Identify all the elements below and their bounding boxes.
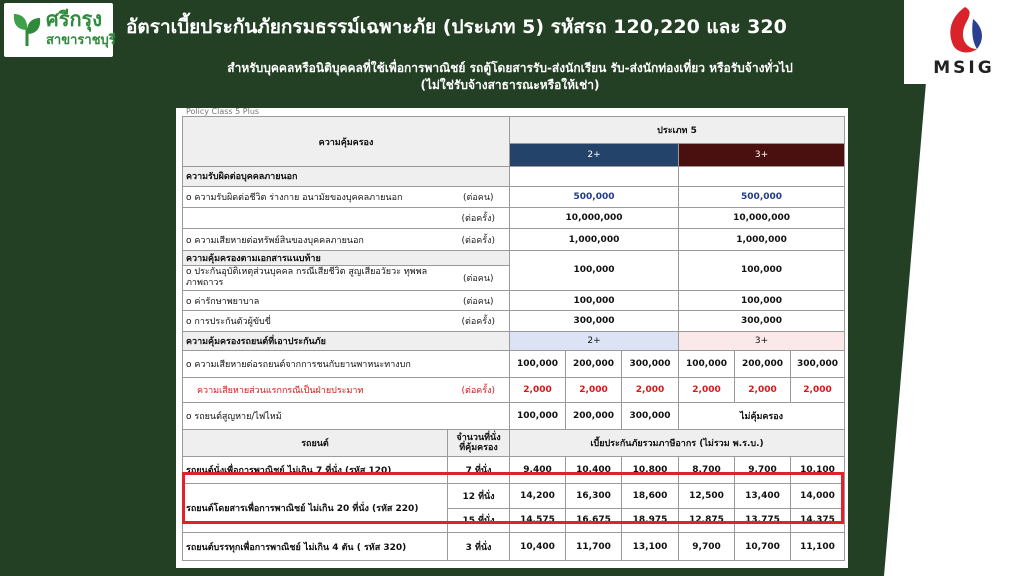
property-3plus: 1,000,000 [679, 229, 845, 250]
premium-220-12-2plus-300k: 18,600 [622, 484, 679, 509]
collision-2plus-300k: 300,000 [622, 351, 679, 378]
msig-wordmark: MSIG [933, 58, 995, 78]
deductible-3plus-3: 2,000 [791, 377, 845, 403]
collision-3plus-200k: 200,000 [735, 351, 791, 378]
medical-unit: (ต่อคน) [448, 290, 510, 310]
deductible-2plus-2: 2,000 [566, 377, 622, 403]
life-per-time-2plus: 10,000,000 [510, 208, 679, 229]
subtitle-line-2: (ไม่ใช่รับจ้างสาธารณะหรือให้เช่า) [420, 78, 600, 92]
deductible-3plus-2: 2,000 [735, 377, 791, 403]
vehicle-120-seats: 7 ที่นั่ง [448, 456, 510, 484]
collision-3plus-300k: 300,000 [791, 351, 845, 378]
third-party-section-title: ความรับผิดต่อบุคคลภายนอก [183, 167, 510, 186]
bail-label: o การประกันตัวผู้ขับขี่ [183, 311, 448, 331]
pa-label-line-1: o ประกันอุบัติเหตุส่วนบุคคล กรณีเสียชีวิต สูญเสียอวัยวะ ทุพพล [186, 267, 428, 278]
premium-220-15-3plus-300k: 14,375 [791, 508, 845, 533]
life-per-person-3plus: 500,000 [679, 186, 845, 207]
own-damage-section-title: ความคุ้มครองรถยนต์ที่เอาประกันภัย [183, 331, 510, 350]
msig-logo [904, 0, 1024, 84]
own-damage-3plus-header: 3+ [679, 331, 845, 350]
premium-320-3plus-100k: 9,700 [679, 533, 735, 561]
life-per-time-3plus: 10,000,000 [679, 208, 845, 229]
premium-220-15-2plus-300k: 18,975 [622, 508, 679, 533]
attachment-section-title: ความคุ้มครองตามเอกสารแนบท้าย [183, 250, 510, 265]
property-2plus: 1,000,000 [510, 229, 679, 250]
vehicle-320-seats: 3 ที่นั่ง [448, 533, 510, 561]
premium-120-2plus-100k: 9,400 [510, 456, 566, 484]
life-liability-label: o ความรับผิดต่อชีวิต ร่างกาย อนามัยของบุคคลภายนอก [183, 186, 448, 207]
premium-120-2plus-300k: 10,800 [622, 456, 679, 484]
property-damage-label: o ความเสียหายต่อทรัพย์สินของบุคคลภายนอก [183, 229, 448, 250]
theft-2plus-2: 200,000 [566, 403, 622, 430]
theft-2plus-1: 100,000 [510, 403, 566, 430]
seats-header-line-2: ที่คุ้มครอง [459, 442, 498, 453]
vehicle-header: รถยนต์ [183, 429, 448, 456]
collision-3plus-100k: 100,000 [679, 351, 735, 378]
premium-220-15-3plus-100k: 12,875 [679, 508, 735, 533]
pa-2plus: 100,000 [510, 250, 679, 290]
deductible-2plus-1: 2,000 [510, 377, 566, 403]
life-per-time-spacer [183, 208, 448, 229]
premium-220-15-2plus-100k: 14,575 [510, 508, 566, 533]
subtitle-line-1: สำหรับบุคคลหรือนิติบุคคลที่ใช้เพื่อการพาณิชย์ รถตู้โดยสารรับ-ส่งนักเรียน รับ-ส่งนักท่องเที่ยว หรือรับจ้างทั่วไป [227, 61, 793, 75]
collision-2plus-100k: 100,000 [510, 351, 566, 378]
type-header: ประเภท 5 [510, 117, 845, 144]
premium-220-15-3plus-200k: 13,775 [735, 508, 791, 533]
plan-3plus-header: 3+ [679, 143, 845, 167]
seats-header-line-1: จำนวนที่นั่ง [456, 432, 501, 443]
premium-220-12-3plus-100k: 12,500 [679, 484, 735, 509]
pa-3plus: 100,000 [679, 250, 845, 290]
premium-120-3plus-300k: 10,100 [791, 456, 845, 484]
msig-mark-icon [943, 5, 987, 55]
own-damage-2plus-header: 2+ [510, 331, 679, 350]
life-per-person-2plus: 500,000 [510, 186, 679, 207]
premium-320-2plus-200k: 11,700 [566, 533, 622, 561]
premium-320-2plus-100k: 10,400 [510, 533, 566, 561]
vehicle-220-label: รถยนต์โดยสารเพื่อการพาณิชย์ ไม่เกิน 20 ที่นั่ง (รหัส 220) [183, 484, 448, 533]
premium-220-12-2plus-200k: 16,300 [566, 484, 622, 509]
premium-120-3plus-200k: 9,700 [735, 456, 791, 484]
pa-label-line-2: ภาพถาวร [186, 278, 224, 289]
premium-220-12-3plus-300k: 14,000 [791, 484, 845, 509]
deductible-2plus-3: 2,000 [622, 377, 679, 403]
property-per-time-unit: (ต่อครั้ง) [448, 229, 510, 250]
premium-220-12-3plus-200k: 13,400 [735, 484, 791, 509]
deductible-unit: (ต่อครั้ง) [448, 377, 510, 403]
theft-label: o รถยนต์สูญหาย/ไฟไหม้ [183, 403, 510, 430]
cropped-table-caption: Policy Class 5 Plus [186, 107, 260, 116]
medical-label: o ค่ารักษาพยาบาล [183, 290, 448, 310]
medical-2plus: 100,000 [510, 290, 679, 310]
bail-2plus: 300,000 [510, 311, 679, 331]
premium-320-3plus-200k: 10,700 [735, 533, 791, 561]
bail-3plus: 300,000 [679, 311, 845, 331]
vehicle-220-seats-12: 12 ที่นั่ง [448, 484, 510, 509]
third-party-spacer-a [510, 167, 679, 186]
logo-brand-name: ศรีกรุง [46, 7, 103, 31]
collision-label: o ความเสียหายต่อรถยนต์จากการชนกับยานพาหนะทางบก [183, 351, 510, 378]
vehicle-120-label: รถยนต์นั่งเพื่อการพาณิชย์ ไม่เกิน 7 ที่นั่ง (รหัส 120) [183, 456, 448, 484]
rate-table-image [176, 108, 848, 568]
plan-2plus-header: 2+ [510, 143, 679, 167]
life-per-time-unit: (ต่อครั้ง) [448, 208, 510, 229]
collision-2plus-200k: 200,000 [566, 351, 622, 378]
medical-3plus: 100,000 [679, 290, 845, 310]
life-per-person-unit: (ต่อคน) [448, 186, 510, 207]
premium-220-12-2plus-100k: 14,200 [510, 484, 566, 509]
premium-120-2plus-200k: 10,400 [566, 456, 622, 484]
premium-header: เบี้ยประกันภัยรวมภาษีอากร (ไม่รวม พ.ร.บ.) [510, 429, 845, 456]
pa-label [183, 266, 448, 291]
premium-220-15-2plus-200k: 16,675 [566, 508, 622, 533]
theft-2plus-3: 300,000 [622, 403, 679, 430]
vehicle-220-seats-15: 15 ที่นั่ง [448, 508, 510, 533]
rate-table [182, 116, 845, 561]
bail-unit: (ต่อครั้ง) [448, 311, 510, 331]
vehicle-320-label: รถยนต์บรรทุกเพื่อการพาณิชย์ ไม่เกิน 4 ตัน ( รหัส 320) [183, 533, 448, 561]
srikrung-logo [4, 3, 116, 57]
premium-120-3plus-100k: 8,700 [679, 456, 735, 484]
seats-header [448, 429, 510, 456]
page-title: อัตราเบี้ยประกันภัยกรมธรรม์เฉพาะภัย (ประเภท 5) รหัสรถ 120,220 และ 320 [126, 16, 787, 38]
coverage-header: ความคุ้มครอง [183, 117, 510, 167]
page-subtitle [110, 60, 910, 94]
logo-branch-name: สาขาราชบุรี [46, 33, 116, 48]
third-party-spacer-b [679, 167, 845, 186]
sprout-icon [12, 12, 42, 46]
pa-unit: (ต่อคน) [448, 266, 510, 291]
theft-3plus-not-covered: ไม่คุ้มครอง [679, 403, 845, 430]
deductible-3plus-1: 2,000 [679, 377, 735, 403]
premium-320-2plus-300k: 13,100 [622, 533, 679, 561]
premium-320-3plus-300k: 11,100 [791, 533, 845, 561]
deductible-label: ความเสียหายส่วนแรกกรณีเป็นฝ่ายประมาท [183, 377, 448, 403]
